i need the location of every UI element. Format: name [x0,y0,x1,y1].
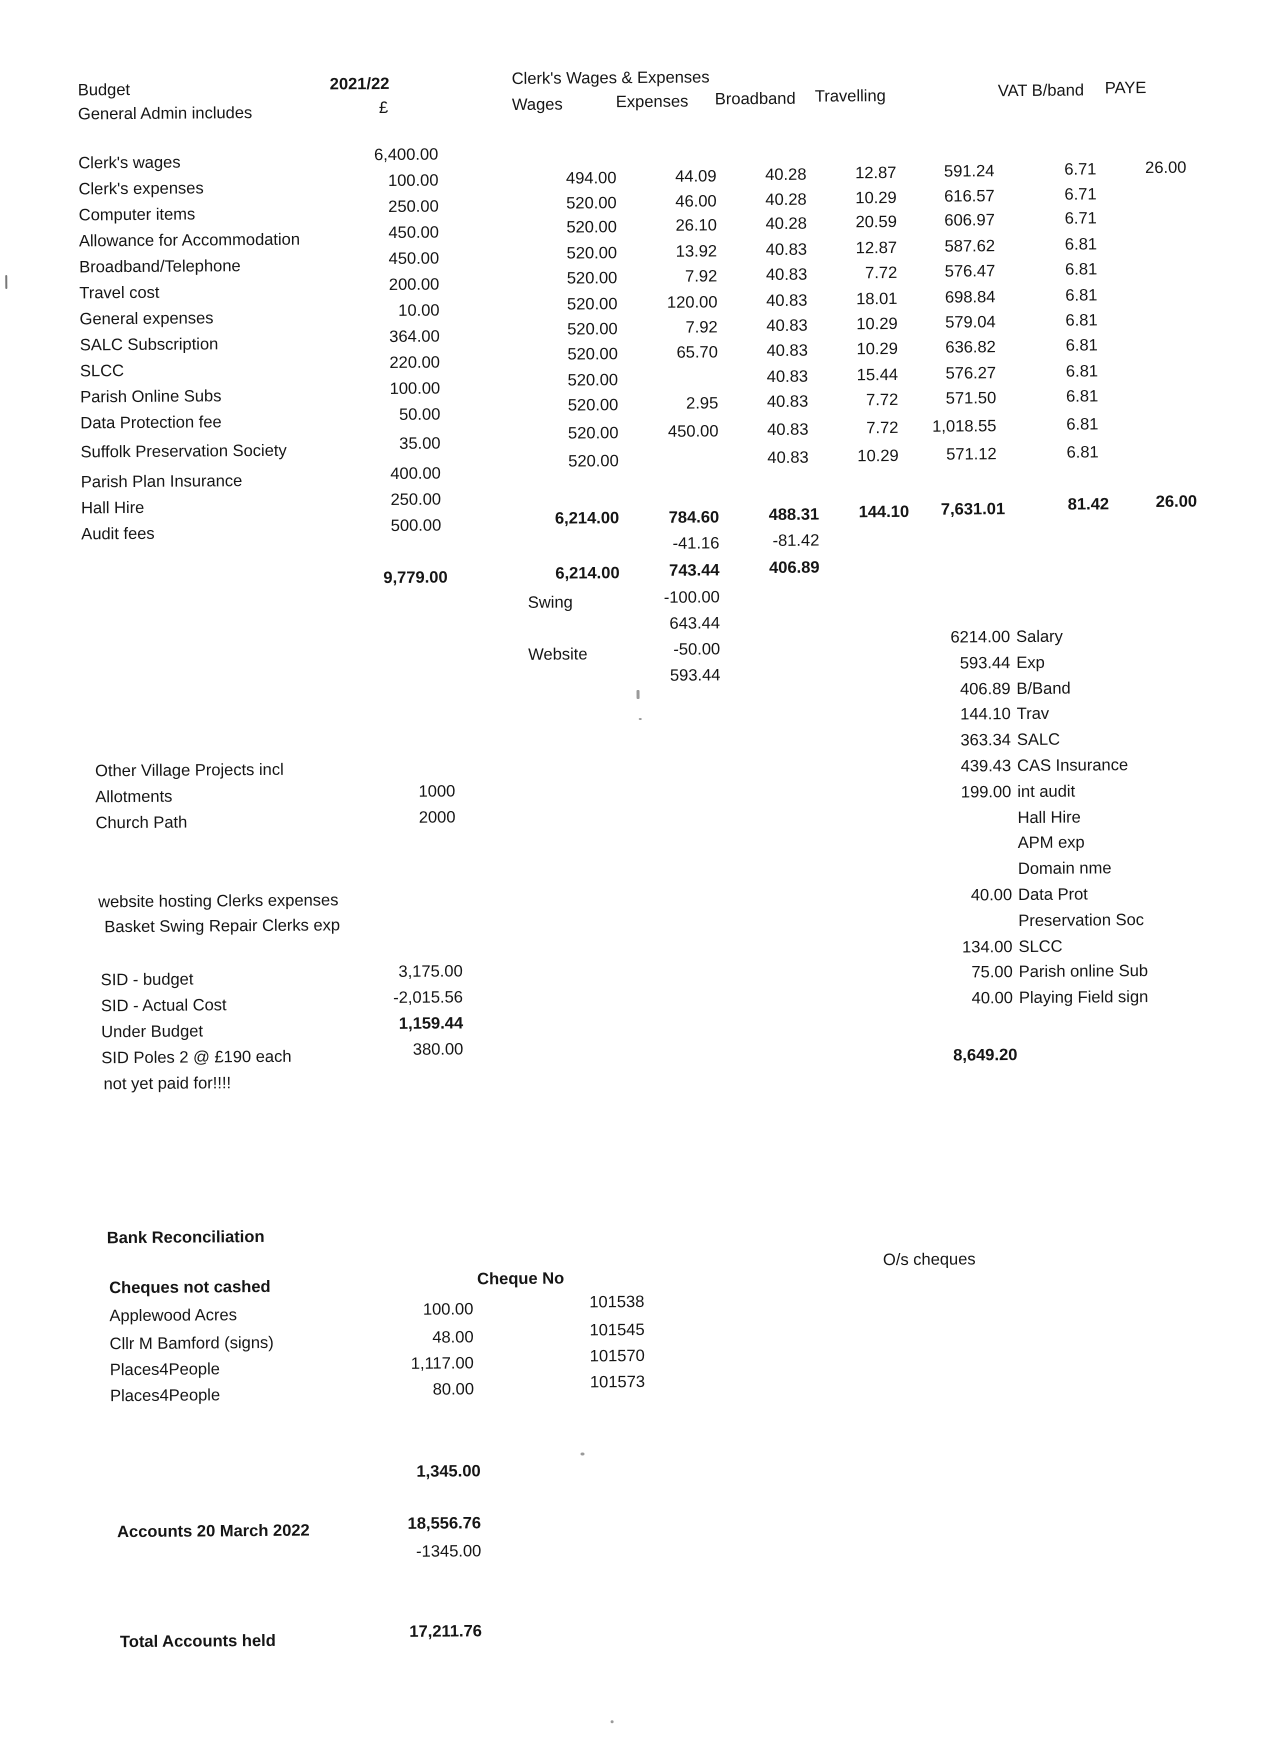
wages-header-vat-bband: VAT B/band [997,81,1085,101]
wages-total-sum: 7,631.01 [940,500,1006,519]
wages-cell-total: 571.50 [945,389,997,408]
wages-cell-paye [1119,260,1187,261]
wages-cell-broadband: 40.83 [767,420,809,439]
wages-header-expenses: Expenses [615,92,689,112]
project-amount: 2000 [418,808,456,827]
budget-item-label: Clerk's expenses [78,179,204,199]
wages-cell-broadband: 40.28 [765,214,807,233]
budget-item-label: Data Protection fee [80,413,222,433]
wages-cell-travelling: 7.72 [865,263,898,283]
wages-cell-paye [1119,286,1187,287]
wages-cell-broadband: 40.83 [765,240,808,259]
cheque-amount: 80.00 [432,1380,475,1399]
summary-amount [929,810,1011,811]
wages-header-wages: Wages [511,95,563,114]
wages-cell-expenses: 26.10 [675,216,717,235]
wages-cell-expenses: 7.92 [685,267,718,286]
summary-amount: 439.43 [960,757,1012,776]
broadband-adjustment: -81.42 [772,531,820,550]
swing-amount: -100.00 [663,588,720,607]
wages-cell-paye [1119,209,1187,210]
website-amount: -50.00 [673,640,721,659]
currency-symbol: £ [378,98,389,118]
wages-cell-expenses: 46.00 [675,192,717,211]
wages-title: Clerk's Wages & Expenses [511,68,710,88]
budget-item-label: Allowance for Accommodation [78,230,301,251]
wages-cell-expenses: 7.92 [685,318,718,337]
cheque-number: 101573 [589,1372,646,1392]
wages-cell-wages: 494.00 [565,169,617,188]
wages-total-vat: 81.42 [1067,495,1110,514]
wages-cell-vat: 6.71 [1064,185,1097,204]
budget-title: Budget [77,80,131,100]
summary-amount: 593.44 [959,653,1011,673]
sid-label: SID - Actual Cost [100,996,227,1016]
wages-cell-expenses: 2.95 [686,394,719,413]
summary-total: 8,649.20 [953,1046,1018,1065]
wages-cell-vat: 6.71 [1064,209,1097,228]
budget-item-label: Broadband/Telephone [79,257,241,277]
wages-cell-wages: 520.00 [566,218,617,237]
summary-label: B/Band [1016,679,1071,698]
summary-label: Exp [1016,653,1045,672]
sid-label: Under Budget [101,1022,204,1042]
os-cheques-label: O/s cheques [882,1250,976,1270]
wages-cell-total: 571.12 [946,445,997,464]
scan-mark [611,1720,614,1723]
wages-total-expenses: 784.60 [668,508,720,527]
summary-amount: 199.00 [960,782,1012,802]
scan-mark [637,690,640,699]
wages-cell-paye [1119,185,1187,186]
wages-cell-broadband: 40.83 [766,392,809,411]
budget-item-amount: 220.00 [389,353,441,372]
budget-item-amount: 250.00 [388,197,439,216]
wages-cell-expenses: 65.70 [676,343,718,362]
budget-item-amount: 6,400.00 [373,145,439,165]
cheque-amount: 48.00 [432,1328,474,1347]
wages-cell-expenses: 44.09 [675,167,717,186]
wages-cell-paye [1121,443,1189,444]
projects-note-website: website hosting Clerks expenses [98,891,339,912]
wages-cell-expenses: 13.92 [675,242,718,261]
wages-cell-travelling: 10.29 [857,446,899,466]
summary-amount: 40.00 [970,886,1013,905]
summary-amount: 40.00 [971,989,1014,1008]
wages-net-wages: 6,214.00 [555,564,620,583]
budget-item-amount: 400.00 [390,464,441,483]
swing-label: Swing [527,593,573,612]
wages-cell-broadband: 40.83 [766,341,808,360]
wages-cell-total: 698.84 [944,288,996,307]
budget-item-label: Parish Plan Insurance [80,472,243,492]
budget-item-amount: 100.00 [389,379,441,398]
wages-cell-total: 576.47 [944,262,996,281]
less-cheques: -1345.00 [416,1542,482,1561]
sid-note: not yet paid for!!!! [103,1074,232,1094]
wages-total-travelling: 144.10 [858,502,910,522]
cheque-number: 101570 [589,1346,645,1366]
summary-label: Trav [1016,705,1050,724]
after-swing-amount: 643.44 [669,614,721,633]
wages-cell-vat: 6.81 [1065,286,1098,305]
wages-total-wages: 6,214.00 [554,509,620,528]
budget-item-label: SALC Subscription [79,335,219,355]
wages-cell-total: 1,018.55 [932,417,997,436]
sid-amount: 1,159.44 [398,1014,464,1033]
wages-cell-broadband: 40.28 [765,165,807,184]
summary-label: Data Prot [1018,885,1088,905]
wages-cell-travelling: 7.72 [866,418,899,438]
wages-cell-travelling: 10.29 [855,188,897,208]
summary-amount [930,835,1012,836]
budget-item-label: Computer items [78,205,196,225]
summary-label: SALC [1016,730,1061,750]
budget-item-amount: 250.00 [390,490,442,509]
accounts-label: Accounts 20 March 2022 [117,1521,310,1542]
sid-label: SID Poles 2 @ £190 each [101,1047,292,1068]
website-label: Website [528,645,588,664]
wages-cell-travelling: 20.59 [855,212,897,232]
wages-cell-travelling: 12.87 [855,238,898,258]
cheque-payee: Applewood Acres [109,1306,237,1326]
scan-mark [639,718,642,720]
wages-total-paye: 26.00 [1155,492,1198,511]
wages-total-broadband: 488.31 [768,505,820,524]
cheque-no-header: Cheque No [477,1269,565,1289]
cheque-number: 101538 [589,1292,645,1312]
wages-header-paye: PAYE [1104,78,1147,98]
budget-item-amount: 364.00 [389,327,440,346]
summary-label: Salary [1016,627,1063,647]
summary-label: Hall Hire [1017,808,1081,827]
wages-cell-wages: 520.00 [566,194,617,213]
wages-net-expenses: 743.44 [669,561,720,580]
wages-cell-total: 616.57 [944,187,995,206]
wages-cell-broadband: 40.83 [766,291,808,310]
accounts-amount: 18,556.76 [407,1514,482,1533]
wages-cell-wages: 520.00 [567,320,618,339]
budget-item-label: Parish Online Subs [80,387,222,407]
wages-cell-travelling: 7.72 [866,390,899,410]
wages-cell-wages: 520.00 [567,396,619,415]
wages-cell-total: 591.24 [943,162,995,181]
wages-cell-vat: 6.81 [1065,336,1098,355]
wages-cell-vat: 6.81 [1066,443,1099,462]
budget-item-label: General expenses [79,309,214,329]
budget-total: 9,779.00 [383,568,448,588]
cheque-amount: 100.00 [422,1300,474,1319]
budget-item-label: Travel cost [79,283,160,303]
wages-net-broadband: 406.89 [769,558,820,577]
summary-amount [930,861,1012,862]
cheque-payee: Places4People [109,1386,221,1406]
summary-amount [930,913,1012,914]
budget-item-amount: 450.00 [388,249,440,268]
wages-cell-broadband: 40.83 [766,316,808,335]
wages-cell-paye [1120,311,1188,312]
wages-cell-total: 636.82 [945,338,996,357]
scan-mark [580,1452,584,1455]
budget-item-label: Suffolk Preservation Society [80,441,287,462]
total-accounts-amount: 17,211.76 [409,1622,482,1641]
wages-cell-expenses: 450.00 [667,422,719,441]
project-label: Allotments [95,787,173,807]
wages-cell-wages: 520.00 [567,345,618,364]
total-accounts-label: Total Accounts held [119,1631,276,1652]
cheques-not-cashed-label: Cheques not cashed [109,1277,271,1298]
wages-cell-travelling: 18.01 [856,289,898,309]
wages-cell-total: 606.97 [944,211,995,230]
summary-label: Parish online Sub [1018,962,1149,982]
summary-amount: 75.00 [971,963,1013,982]
budget-item-amount: 100.00 [387,171,439,190]
summary-label: Playing Field sign [1018,988,1149,1008]
wages-cell-vat: 6.81 [1066,387,1099,406]
budget-subtitle: General Admin includes [77,104,253,124]
wages-cell-wages: 520.00 [566,244,618,263]
sid-label: SID - budget [100,970,194,990]
sid-amount: 3,175.00 [398,962,463,981]
wages-cell-paye: 26.00 [1145,158,1187,178]
wages-cell-wages: 520.00 [568,452,619,471]
wages-cell-broadband: 40.83 [767,448,809,467]
summary-label: SLCC [1018,937,1063,956]
wages-cell-paye [1120,387,1188,388]
sid-amount: -2,015.56 [393,988,463,1007]
wages-cell-wages: 520.00 [567,371,619,390]
budget-item-amount: 35.00 [399,434,441,453]
budget-item-amount: 200.00 [388,275,440,294]
wages-cell-broadband: 40.28 [765,190,807,209]
summary-label: Domain nme [1017,859,1112,879]
summary-label: int audit [1017,782,1076,801]
wages-cell-paye [1120,336,1188,337]
wages-cell-travelling: 10.29 [856,314,898,334]
wages-cell-travelling: 15.44 [856,365,899,385]
after-website-amount: 593.44 [669,666,721,685]
budget-item-amount: 500.00 [390,516,442,535]
summary-amount: 363.34 [960,731,1011,750]
wages-cell-total: 587.62 [944,237,996,256]
sid-amount: 380.00 [412,1040,464,1059]
project-label: Church Path [95,813,188,833]
wages-cell-vat: 6.81 [1064,235,1098,254]
cheque-payee: Cllr M Bamford (signs) [109,1333,274,1354]
wages-cell-wages: 520.00 [566,269,618,288]
wages-cell-vat: 6.81 [1065,362,1099,381]
wages-cell-broadband: 40.83 [766,367,809,386]
bank-title: Bank Reconciliation [106,1227,265,1248]
summary-amount: 134.00 [961,937,1013,957]
wages-cell-expenses [633,451,719,452]
wages-cell-broadband: 40.83 [765,265,808,284]
budget-item-label: Hall Hire [80,498,145,518]
wages-cell-paye [1120,362,1188,363]
wages-header-broadband: Broadband [714,89,796,109]
budget-item-amount: 450.00 [388,223,439,242]
wages-cell-travelling: 12.87 [855,163,897,183]
wages-cell-wages: 520.00 [567,424,619,443]
projects-note-swing: Basket Swing Repair Clerks exp [104,916,341,937]
summary-amount: 406.89 [959,679,1011,699]
budget-item-label: SLCC [79,362,125,381]
summary-amount: 144.10 [960,705,1011,724]
projects-title: Other Village Projects incl [95,760,284,781]
project-amount: 1000 [418,782,456,801]
scan-mark [5,275,7,289]
cheques-total: 1,345.00 [416,1462,481,1481]
wages-cell-total: 579.04 [945,313,996,332]
summary-label: Preservation Soc [1018,910,1145,930]
wages-cell-wages: 520.00 [566,295,618,314]
wages-cell-paye [1119,235,1187,236]
budget-item-amount: 10.00 [398,301,440,320]
wages-cell-vat: 6.81 [1065,311,1098,330]
wages-cell-vat: 6.71 [1064,160,1097,179]
wages-cell-travelling: 10.29 [856,339,898,359]
budget-item-label: Clerk's wages [78,153,181,173]
budget-year: 2021/22 [329,74,390,94]
wages-cell-vat: 6.81 [1066,415,1099,434]
budget-item-amount: 50.00 [398,405,441,424]
wages-cell-expenses: 120.00 [666,293,718,312]
wages-cell-vat: 6.81 [1065,260,1098,279]
wages-cell-paye [1120,415,1188,416]
summary-label: APM exp [1017,833,1085,853]
expenses-adjustment: -41.16 [672,534,720,553]
summary-label: CAS Insurance [1017,756,1129,776]
budget-item-label: Audit fees [81,524,155,544]
wages-cell-total: 576.27 [945,364,997,383]
wages-header-travelling: Travelling [814,87,886,106]
cheque-number: 101545 [589,1320,645,1340]
wages-cell-expenses [632,370,718,371]
cheque-payee: Places4People [109,1360,220,1380]
cheque-amount: 1,117.00 [410,1354,474,1373]
summary-amount: 6214.00 [950,628,1011,647]
